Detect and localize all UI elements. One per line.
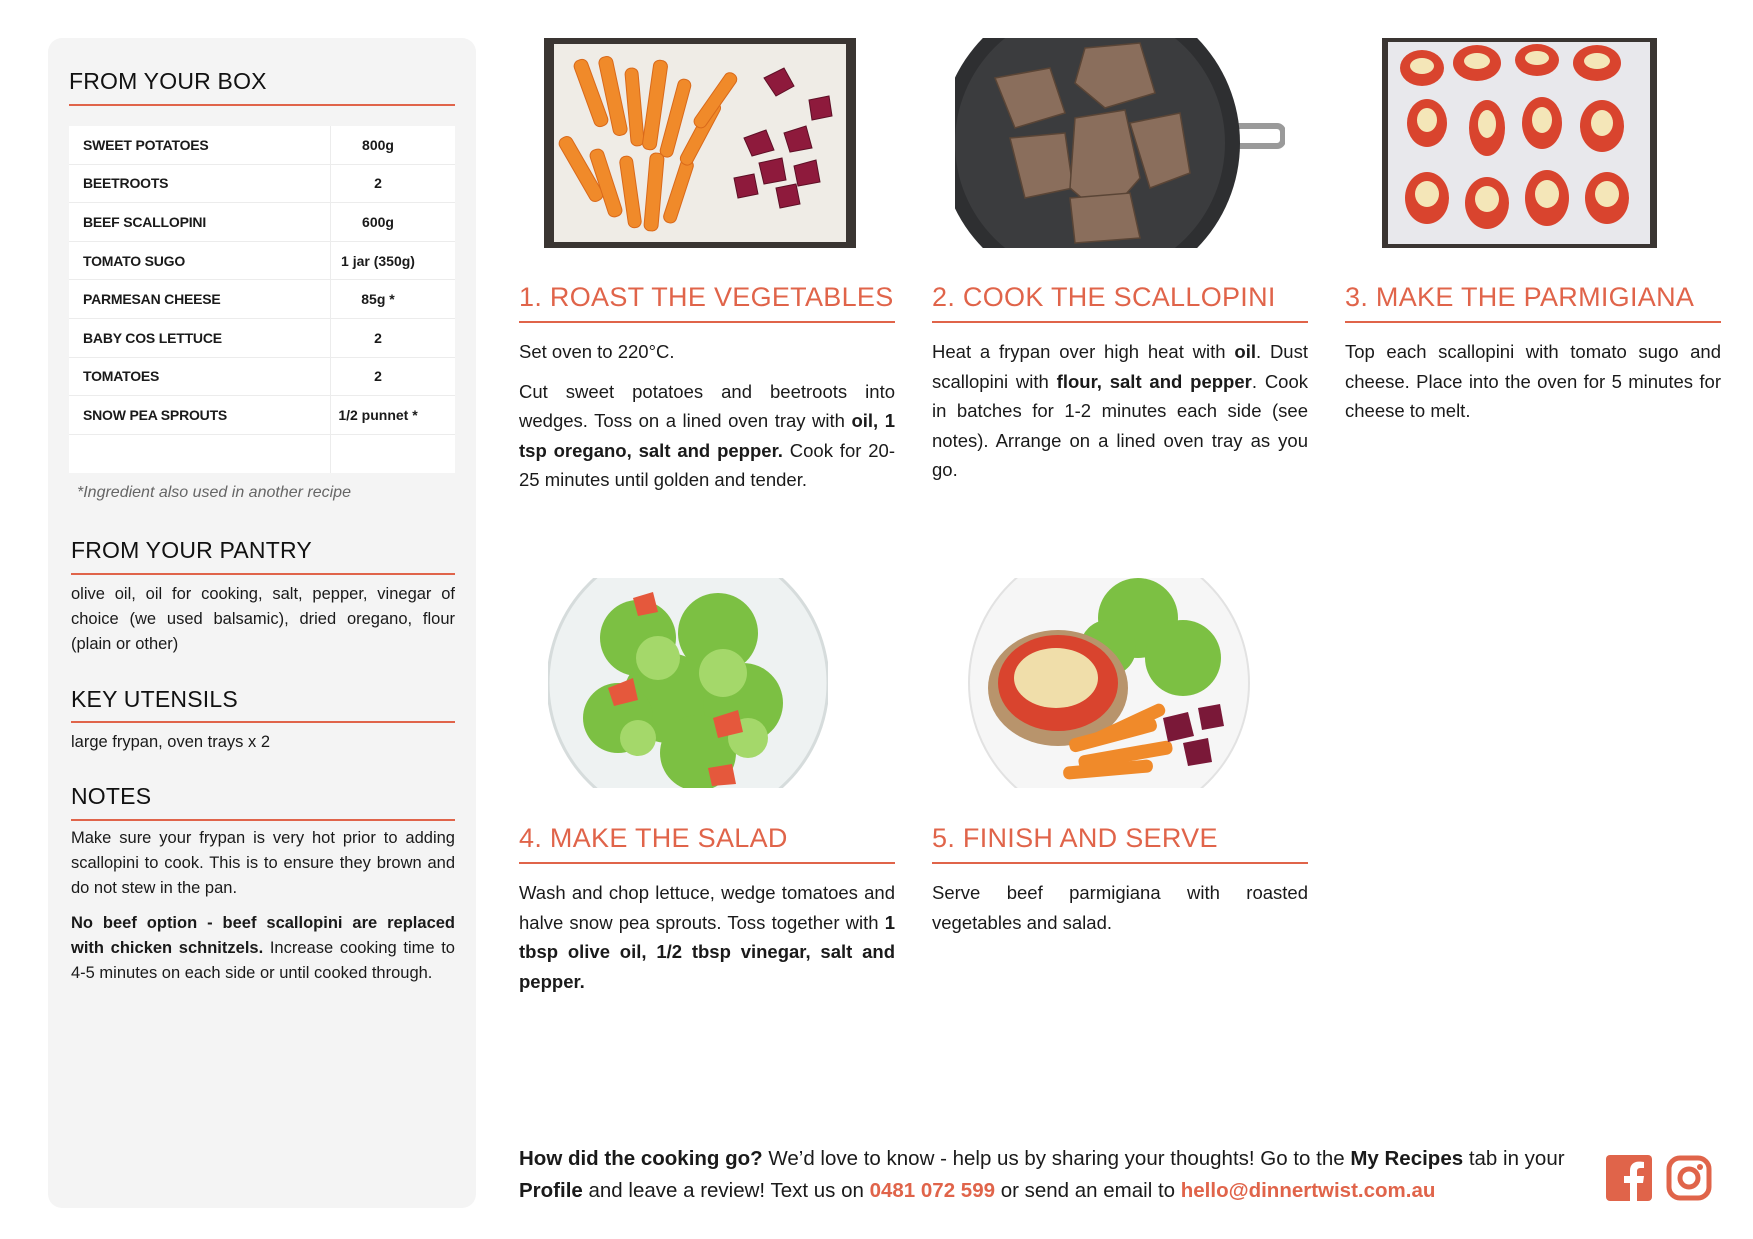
plate-illustration <box>968 578 1250 788</box>
feedback-text: tab in your <box>1463 1147 1565 1170</box>
ingredient-qty: 2 <box>374 175 382 192</box>
feedback-text: We’d love to know - help us by sharing your thoughts! Go to the <box>762 1147 1351 1170</box>
feedback-message <box>519 1143 1579 1207</box>
step-4-text-b: 1 tbsp olive oil, 1/2 tbsp vinegar, salt and pepper. <box>519 911 895 992</box>
phone-number[interactable]: 0481 072 599 <box>869 1179 995 1202</box>
salad-bowl-photo <box>548 578 828 788</box>
notes-para-2 <box>71 911 455 986</box>
step-2-text <box>932 337 1308 485</box>
ingredient-qty: 1/2 punnet * <box>338 406 418 423</box>
ingredient-name: TOMATOES <box>83 368 160 385</box>
ingredient-qty: 800g <box>362 136 394 153</box>
step-3-title: 3. MAKE THE PARMIGIANA <box>1345 282 1695 312</box>
step-1-text-c: Cook for 20-25 minutes until golden and tender. <box>519 439 895 490</box>
ingredients-sidebar <box>48 38 476 1208</box>
step-2-text-d: flour, salt and pepper <box>1056 370 1252 392</box>
table-row <box>69 280 455 319</box>
table-row <box>69 396 455 435</box>
pan-illustration <box>955 38 1285 248</box>
ingredient-qty: 85g * <box>361 291 395 308</box>
step-rule <box>932 862 1308 864</box>
from-your-pantry-heading: FROM YOUR PANTRY <box>71 537 312 563</box>
facebook-icon[interactable] <box>1606 1155 1652 1201</box>
footnote: *Ingredient also used in another recipe <box>77 484 351 501</box>
ingredient-name: BABY COS LETTUCE <box>83 329 222 346</box>
step-1-para-1: Set oven to 220°C. <box>519 341 675 362</box>
ingredient-name: SNOW PEA SPROUTS <box>83 406 228 423</box>
step-rule <box>519 321 895 323</box>
heading-rule <box>69 104 455 106</box>
pantry-text: olive oil, oil for cooking, salt, pepper, vinegar of choice (we used balsamic), dried oregano, flour (plain or other) <box>71 585 455 653</box>
email-link[interactable]: hello@dinnertwist.com.au <box>1180 1179 1436 1202</box>
notes-para-1: Make sure your frypan is very hot prior to adding scallopini to cook. This is to ensure they brown and do not stew in the pan. <box>71 829 455 897</box>
finished-dish-photo <box>968 578 1250 788</box>
step-2-text-c: . Dust scallopini with <box>932 341 1308 392</box>
ingredient-qty: 600g <box>362 213 394 230</box>
profile-label: Profile <box>519 1179 583 1202</box>
step-4-text <box>519 878 895 996</box>
table-row <box>69 165 455 204</box>
salad-illustration <box>548 578 828 788</box>
step-1-title: 1. ROAST THE VEGETABLES <box>519 282 894 312</box>
cook-scallopini-photo <box>955 38 1285 248</box>
table-row <box>69 435 455 474</box>
step-1-text-a: Cut sweet potatoes and beetroots into wedges. Toss on a lined oven tray with <box>519 380 895 431</box>
notes-rest: Increase cooking time to 4-5 minutes on each side or until cooked through. <box>71 939 455 982</box>
heading-rule <box>71 721 455 723</box>
feedback-text: and leave a review! Text us on <box>582 1179 870 1202</box>
feedback-question: How did the cooking go? <box>519 1147 763 1170</box>
step-2-title: 2. COOK THE SCALLOPINI <box>932 282 1276 312</box>
step-5-title: 5. FINISH AND SERVE <box>932 823 1218 853</box>
my-recipes-label: My Recipes <box>1350 1147 1464 1170</box>
roast-vegetables-photo <box>544 38 856 248</box>
step-2-text-a: Heat a frypan over high heat with <box>932 341 1235 362</box>
ingredients-table <box>69 126 455 473</box>
ingredient-name: BEETROOTS <box>83 175 169 192</box>
step-rule <box>932 321 1308 323</box>
step-1-para-2 <box>519 377 895 495</box>
notes-bold: No beef option - beef scallopini are replaced with chicken schnitzels. <box>71 914 455 957</box>
heading-rule <box>71 573 455 575</box>
table-row <box>69 242 455 281</box>
utensils-text: large frypan, oven trays x 2 <box>71 733 271 751</box>
table-row <box>69 319 455 358</box>
column-divider <box>330 126 331 473</box>
table-row <box>69 358 455 397</box>
step-2-text-e: . Cook in batches for 1-2 minutes each side (see notes). Arrange on a lined oven tray as you go. <box>932 370 1309 480</box>
parmigiana-tray-photo <box>1382 38 1657 248</box>
step-1-text-b: oil, 1 tsp oregano, salt and pepper. <box>519 410 895 461</box>
ingredient-qty: 1 jar (350g) <box>341 252 415 269</box>
table-row <box>69 203 455 242</box>
step-4-text-a: Wash and chop lettuce, wedge tomatoes and halve snow pea sprouts. Toss together with <box>519 882 895 933</box>
ingredient-name: TOMATO SUGO <box>83 252 186 269</box>
heading-rule <box>71 819 455 821</box>
from-your-box-heading: FROM YOUR BOX <box>69 68 267 94</box>
step-1-text <box>519 337 895 505</box>
notes-heading: NOTES <box>71 783 152 809</box>
step-5-text: Serve beef parmigiana with roasted vegetables and salad. <box>932 882 1308 933</box>
step-2-text-b: oil <box>1234 341 1256 362</box>
ingredient-qty: 2 <box>374 329 382 346</box>
step-4-title: 4. MAKE THE SALAD <box>519 823 788 853</box>
ingredient-qty: 2 <box>374 368 382 385</box>
step-rule <box>1345 321 1721 323</box>
feedback-text: or send an email to <box>995 1179 1181 1202</box>
parmigiana-illustration <box>1382 38 1657 248</box>
step-3-text: Top each scallopini with tomato sugo and cheese. Place into the oven for 5 minutes for cheese to melt. <box>1345 341 1721 421</box>
table-row <box>69 126 455 165</box>
ingredient-name: SWEET POTATOES <box>83 136 209 153</box>
instagram-icon[interactable] <box>1666 1155 1712 1201</box>
step-rule <box>519 862 895 864</box>
key-utensils-heading: KEY UTENSILS <box>71 686 238 712</box>
ingredient-name: PARMESAN CHEESE <box>83 291 221 308</box>
ingredient-name: BEEF SCALLOPINI <box>83 213 207 230</box>
tray-illustration <box>544 38 856 248</box>
